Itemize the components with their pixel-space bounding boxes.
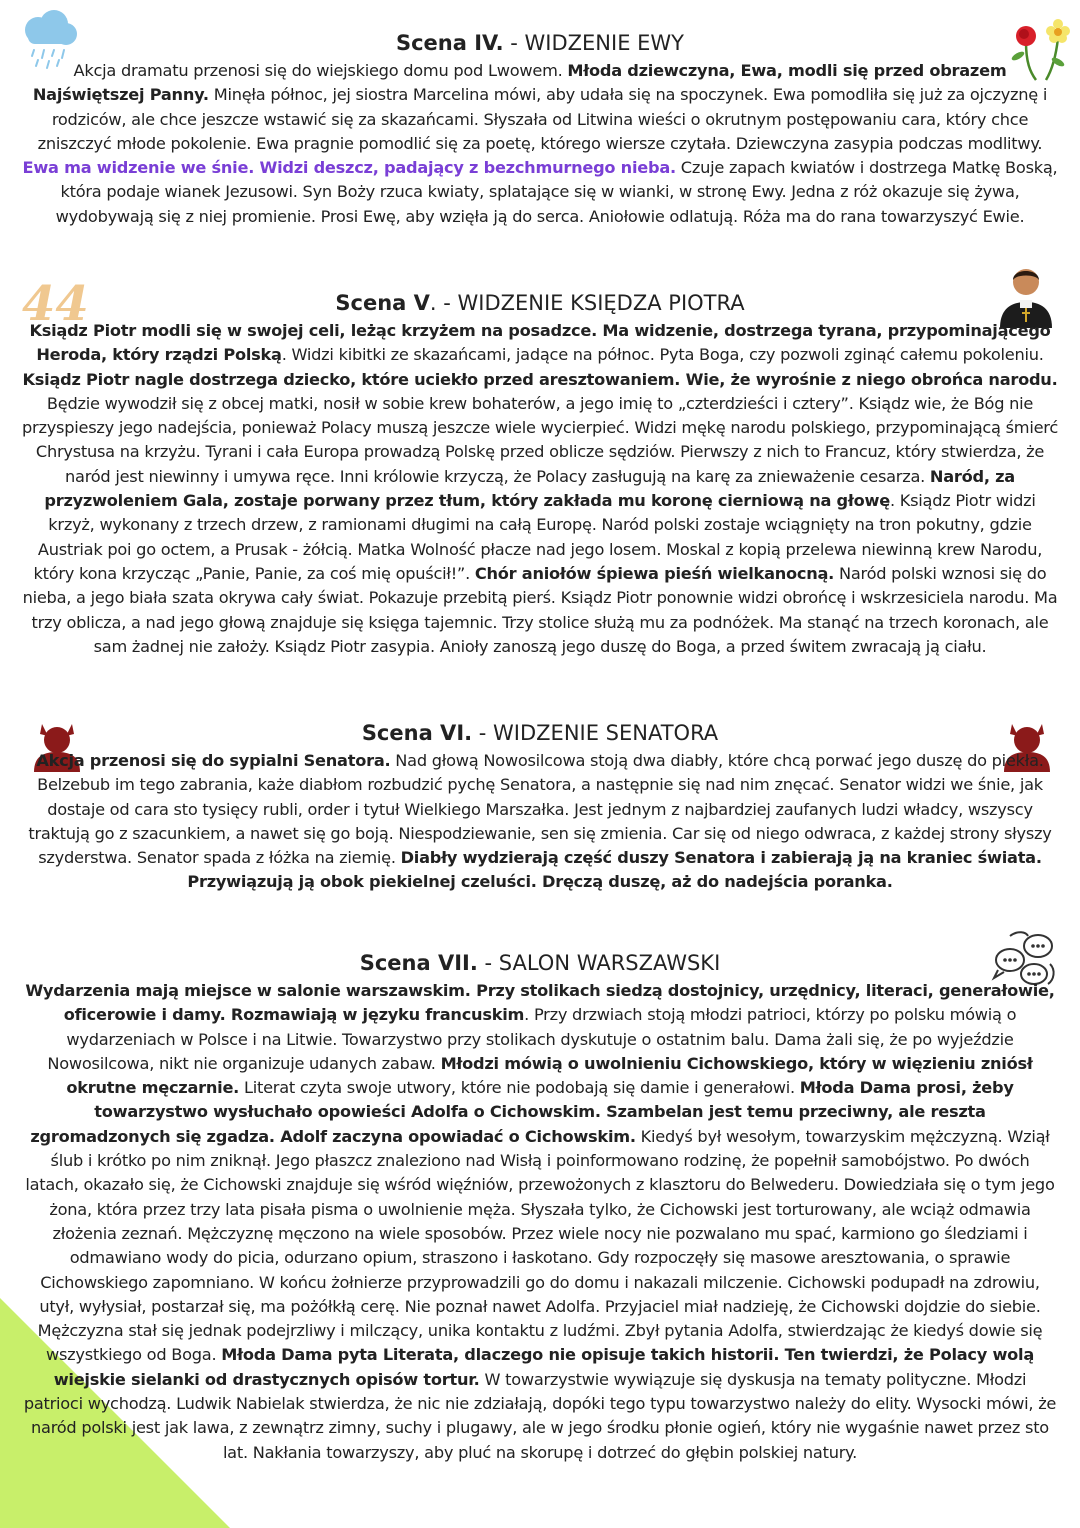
scene-6-section	[22, 720, 1058, 895]
bold-text: Młoda Dama prosi, żeby towarzystwo wysłuchało opowieści Adolfa o Cichowskim. Szambelan jest temu przeciwny, ale reszta zgromadzonych się zgadza. Adolf zaczyna opowiadać o Cichowskim.	[30, 1078, 1014, 1146]
bold-text: Akcja przenosi się do sypialni Senatora.	[36, 751, 391, 770]
scene-4-section	[22, 30, 1058, 229]
text-run: Kiedyś był wesołym, towarzyskim mężczyzną. Wziął ślub i krótko po nim zniknął. Jego płaszcz znaleziono nad Wisłą i poinformowano rodzinę, że popełnił samobójstwo. Po dwóch latach, okazało się, że Cichowski znajduje się wśród więźniów, przewożonych z klasztoru do Belwederu. Dowiedziała się o tym jego żona, która przez trzy lata pisała pisma o uwolnienie męża. Słyszała tylko, że Cichowski jest torturowany, ale wciąż odmawia złożenia zeznań. Mężczyznę męczono na wiele sposobów. Przez wiele nocy nie pozwalano mu spać, karmiono go śledziami i odmawiano wody do picia, odurzano opium, straszono i łaskotano. Gdy rozpoczęły się masowe aresztowania, o sprawie Cichowskiego zapomniano. W końcu żołnierze przyprowadzili go do domu i nakazali milczenie. Cichowski podupadł na zdrowiu, utył, wyłysiał, postarzał się, ma pożółkłą cerę. Nie poznał nawet Adolfa. Przyjaciel miał nadzieję, że Cichowski dojdzie do siebie. Mężczyzna stał się jednak podejrzliwy i milczący, unika kontaktu z ludźmi. Zbył pytania Adolfa, stwierdzając że kiedyś dowie się wszystkiego od Boga.	[25, 1126, 1055, 1365]
text-run: Czuje zapach kwiatów i dostrzega Matkę Boską, która podaje wianek Jezusowi. Syn Boży rzuca kwiaty, splatające się w wianki, w stronę Ewy. Jedna z róż okazuje się żywa, wydobywają się z niej promienie. Prosi Ewę, aby wzięła ją do serca. Aniołowie odlatują. Róża ma do rana towarzyszyć Ewie.	[55, 158, 1058, 226]
scene-5-title: Scena V. - WIDZENIE KSIĘDZA PIOTRA	[335, 291, 745, 315]
text-run: Będzie wywodził się z obcej matki, nosił w sobie krew bohaterów, a jego imię to „czterdzieści i cztery”. Ksiądz wie, że Bóg nie przyspieszy jego nadejścia, ponieważ Polacy muszą jeszcze wiele wycierpieć. Widzi mękę narodu polskiego, przypominającą śmierć Chrystusa na krzyżu. Tyrani i cała Europa prowadzą Polskę przed oblicze sędziów. Pierwszy z nich to Francuz, który stwierdza, że naród jest niewinny i umywa ręce. Inni królowie krzyczą, że Polacy zasługują na karę za znieważenie cesarza.	[22, 393, 1058, 486]
text-run: . Ksiądz Piotr widzi krzyż, wykonany z trzech drzew, z ramionami długimi na całą Europę. Naród polski zostaje wciągnięty na tron pokutny, gdzie Austriak poi go octem, a Prusak - żółcią. Matka Wolność płacze nad jego losem. Moskal z kopią przelewa niewinną krew Narodu, który kona krzycząc „Panie, Panie, za coś mię opuścił!”.	[33, 491, 1043, 583]
highlight-text: Ewa ma widzenie we śnie. Widzi deszcz, padający z bezchmurnego nieba.	[22, 158, 676, 178]
bold-text: Młoda dziewczyna, Ewa, modli się przed obrazem Najświętszej Panny.	[32, 61, 1007, 105]
text-run: . Widzi kibitki ze skazańcami, jadące na północ. Pyta Boga, czy pozwoli zginąć całemu pokoleniu.	[281, 345, 1044, 365]
scene-4-title: Scena IV. - WIDZENIE EWY	[395, 31, 684, 55]
scene-6-text	[22, 749, 1058, 895]
scene-5-text	[22, 319, 1058, 659]
scene-6-title: Scena VI. - WIDZENIE SENATORA	[361, 721, 719, 745]
bold-text: Ksiądz Piotr nagle dostrzega dziecko, które uciekło przed aresztowaniem. Wie, że wyrośnie z niego obrońca narodu.	[22, 369, 1058, 389]
scene-7-title: Scena VII. - SALON WARSZAWSKI	[359, 951, 721, 975]
bold-text: Chór aniołów śpiewa pieśń wielkanocną.	[474, 563, 835, 583]
scene-5-section	[22, 290, 1058, 659]
text-run: Nad głową Nowosilcowa stoją dwa diabły, które chcą porwać jego duszę do piekła. Belzebub im tego zabrania, każe diabłom rozbudzić pychę Senatora, a następnie się nad nim znęcać. Senator widzi we śnie, jak dostaje od cara sto tysięcy rubli, order i tytuł Wielkiego Marszałka. Jest jednym z najbardziej zaufanych ludzi władcy, wszyscy traktują go z szacunkiem, a nawet się go boją. Niespodziewanie, sen się zmienia. Car się od niego odwraca, z każdej strony słyszy szyderstwa. Senator spada z łóżka na ziemię.	[28, 751, 1052, 868]
bold-text: Młoda Dama pyta Literata, dlaczego nie opisuje takich historii. Ten twierdzi, że Polacy wolą wiejskie sielanki od drastycznych opisów tortur.	[53, 1345, 1035, 1389]
text-run: Naród polski wznosi się do nieba, a jego biała szata okrywa cały świat. Pokazuje przebitą pierś. Ksiądz Piotr ponownie widzi obrońcę i wskrzesiciela narodu. Ma trzy oblicza, a nad jego głową znajduje się księga tajemnic. Trzy stolice służą mu za podnóżek. Ma stanąć na trzech koronach, ale sam żadnej nie założy. Ksiądz Piotr zasypia. Anioły zanoszą jego duszę do Boga, a przed świtem zwracają ją ciału.	[22, 563, 1058, 656]
bold-text: Wydarzenia mają miejsce w salonie warszawskim. Przy stolikach siedzą dostojnicy, urzędnicy, literaci, generałowie, oficerowie i damy. Rozmawiają w języku francuskim	[25, 981, 1055, 1025]
bold-text: Ksiądz Piotr modli się w swojej celi, leżąc krzyżem na posadzce. Ma widzenie, dostrzega tyrana, przypominającego Heroda, który rządzi Polską	[29, 321, 1051, 365]
bold-text: Młodzi mówią o uwolnieniu Cichowskiego, który w więzieniu zniósł okrutne męczarnie.	[66, 1053, 1033, 1098]
text-run: Literat czyta swoje utwory, które nie podobają się damie i generałowi.	[239, 1078, 800, 1098]
number-44-icon: 44	[22, 276, 89, 332]
bold-text: Naród, za przyzwoleniem Gala, zostaje porwany przez tłum, który zakłada mu koronę cierniową na głowę	[44, 466, 1015, 511]
bold-text: Diabły wydzierają część duszy Senatora i zabierają ją na kraniec świata. Przywiązują ją obok piekielnej czeluści. Dręczą duszę, aż do nadejścia poranka.	[187, 848, 1042, 892]
text-run: . Przy drzwiach stoją młodzi patrioci, którzy po polsku mówią o wydarzeniach w Polsce i na Litwie. Towarzystwo przy stolikach dyskutuje o ostatnim balu. Dama żali się, że po wyjeździe Nowosilcowa, nikt nie organizuje udanych zabaw.	[47, 1005, 1017, 1073]
text-run: Minęła północ, jej siostra Marcelina mówi, aby udała się na spoczynek. Ewa pomodliła się już za ojczyznę i rodziców, ale chce jeszcze wstawić się za skazańcami. Słyszała od Litwina wieści o okrutnym postępowaniu cara, który chce zniszczyć młode pokolenie. Ewa pragnie pomodlić się za poetę, którego wiersze czytała. Dziewczyna zasypia podczas modlitwy.	[37, 85, 1048, 153]
scene-7-text	[22, 979, 1058, 1465]
scene-7-section	[22, 950, 1058, 1465]
text-run: W towarzystwie wywiązuje się dyskusja na tematy polityczne. Młodzi patrioci wychodzą. Ludwik Nabielak stwierdza, że nic nie zdziałają, dopóki tego typu towarzystwo należy do elity. Wysocki mówi, że naród polski jest jak lawa, z zewnątrz zimny, suchy i plugawy, ale w jego środku płonie ogień, który nie wygaśnie nawet przez sto lat. Nakłania towarzyszy, aby pluć na skorupę i dotrzeć do głębin polskiej natury.	[23, 1369, 1057, 1462]
scene-4-text	[22, 59, 1058, 229]
text-run: Akcja dramatu przenosi się do wiejskiego domu pod Lwowem.	[73, 61, 568, 80]
